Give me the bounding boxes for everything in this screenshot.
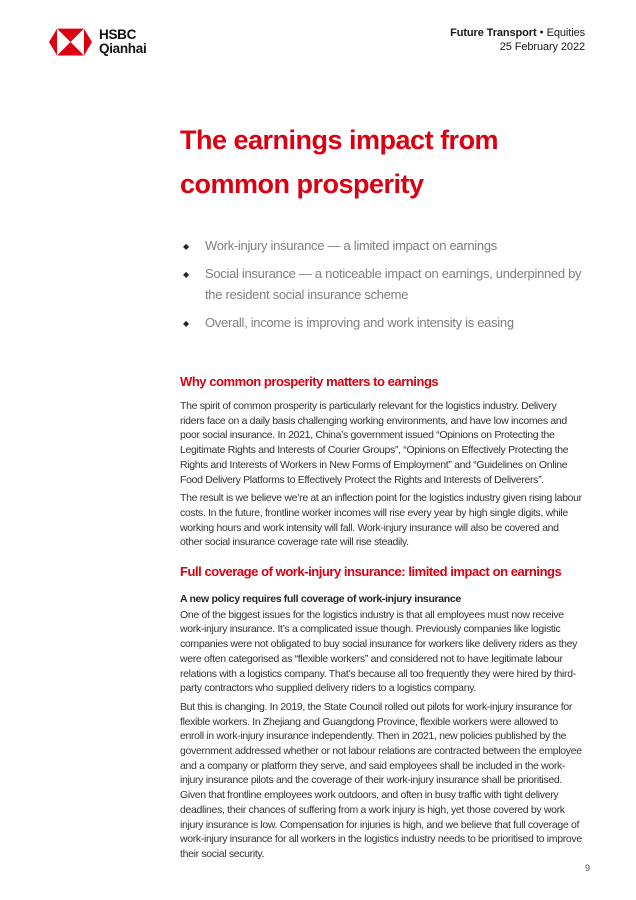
hsbc-qianhai-logo [49,28,146,56]
list-item [180,263,582,305]
brand-subname: Qianhai [99,41,147,56]
summary-bullet-list [180,235,582,333]
bullet-text: Work-injury insurance — a limited impact on earnings [205,238,497,253]
sub-heading-new-policy: A new policy requires full coverage of work-injury insurance [180,593,461,606]
page-number: 9 [584,863,590,873]
hsbc-hexagon-icon [49,28,92,56]
report-series: Future Transport [450,27,537,39]
brand-name: HSBC [99,27,137,42]
diamond-bullet-icon: ◆ [183,270,189,279]
body-paragraph: The result is we believe we’re at an inflection point for the logistics industry given rising labour costs. In the future, frontline worker incomes will rise every year by high single digits, while working hours and work intensity will fall. Work-injury insurance will also be covered and other social insurance coverage rate will rise steadily. [180,492,582,549]
diamond-bullet-icon: ◆ [183,242,189,251]
list-item [180,312,582,333]
main-content-column [180,0,582,862]
report-title [180,118,582,206]
body-paragraph: But this is changing. In 2019, the State Council rolled out pilots for work-injury insurance for flexible workers. In Zhejiang and Guangdong Province, flexible workers were allowed to enroll in work-injury insurance independently. Then in 2021, new policies published by the government addressed whether or not labour relations are contracted between the employee and a company or platform they serve, and said employees shall be included in the work-injury insurance pilots and the coverage of their work-injury insurance shall be prioritised. Given that frontline employees work outdoors, and often in busy traffic with tight delivery deadlines, their chances of suffering from a work injury is high, yet those covered by work injury insurance is low. Compensation for injuries is high, and we believe that full coverage of work-injury insurance for all workers in the logistics industry needs to be prioritised to improve their social security. [180,700,582,860]
section-heading-full-coverage: Full coverage of work-injury insurance: limited impact on earnings [180,564,562,580]
report-title-line2: common prosperity [180,169,424,199]
diamond-bullet-icon: ◆ [183,319,189,328]
brand-wordmark [99,28,146,56]
bullet-text: Social insurance — a noticeable impact on earnings, underpinned by the resident social insurance scheme [205,266,582,302]
dot-separator-icon: ● [539,29,544,36]
section-heading-why-common-prosperity: Why common prosperity matters to earnings [180,374,439,389]
report-title-line1: The earnings impact from [180,125,499,155]
body-paragraph: One of the biggest issues for the logistics industry is that all employees must now receive work-injury insurance. It’s a complicated issue though. Previously companies like logistic companies were not obligated to buy social insurance for workers like delivery riders as they were often categorised as “flexible workers” and considered not to have legitimate labour relations with a logistics company. That’s because all too frequently they were hired by third-party contractors who supplied delivery riders to a logistics company. [180,608,578,695]
list-item [180,235,582,256]
report-date: 25 February 2022 [499,40,585,53]
bullet-text: Overall, income is improving and work intensity is easing [205,315,514,330]
report-category: Equities [546,27,585,39]
body-paragraph: The spirit of common prosperity is particularly relevant for the logistics industry. Delivery riders face on a daily basis challenging working environments, and have low incomes and poor social insurance. In 2021, China’s government issued “Opinions on Protecting the Legitimate Rights and Interests of Courier Groups”, “Opinions on Effectively Protecting the Rights and Interests of Workers in New Forms of Employment” and “Guidelines on Online Food Delivery Platforms to Effectively Protect the Rights and Interests of Deliverers”. [180,400,569,486]
